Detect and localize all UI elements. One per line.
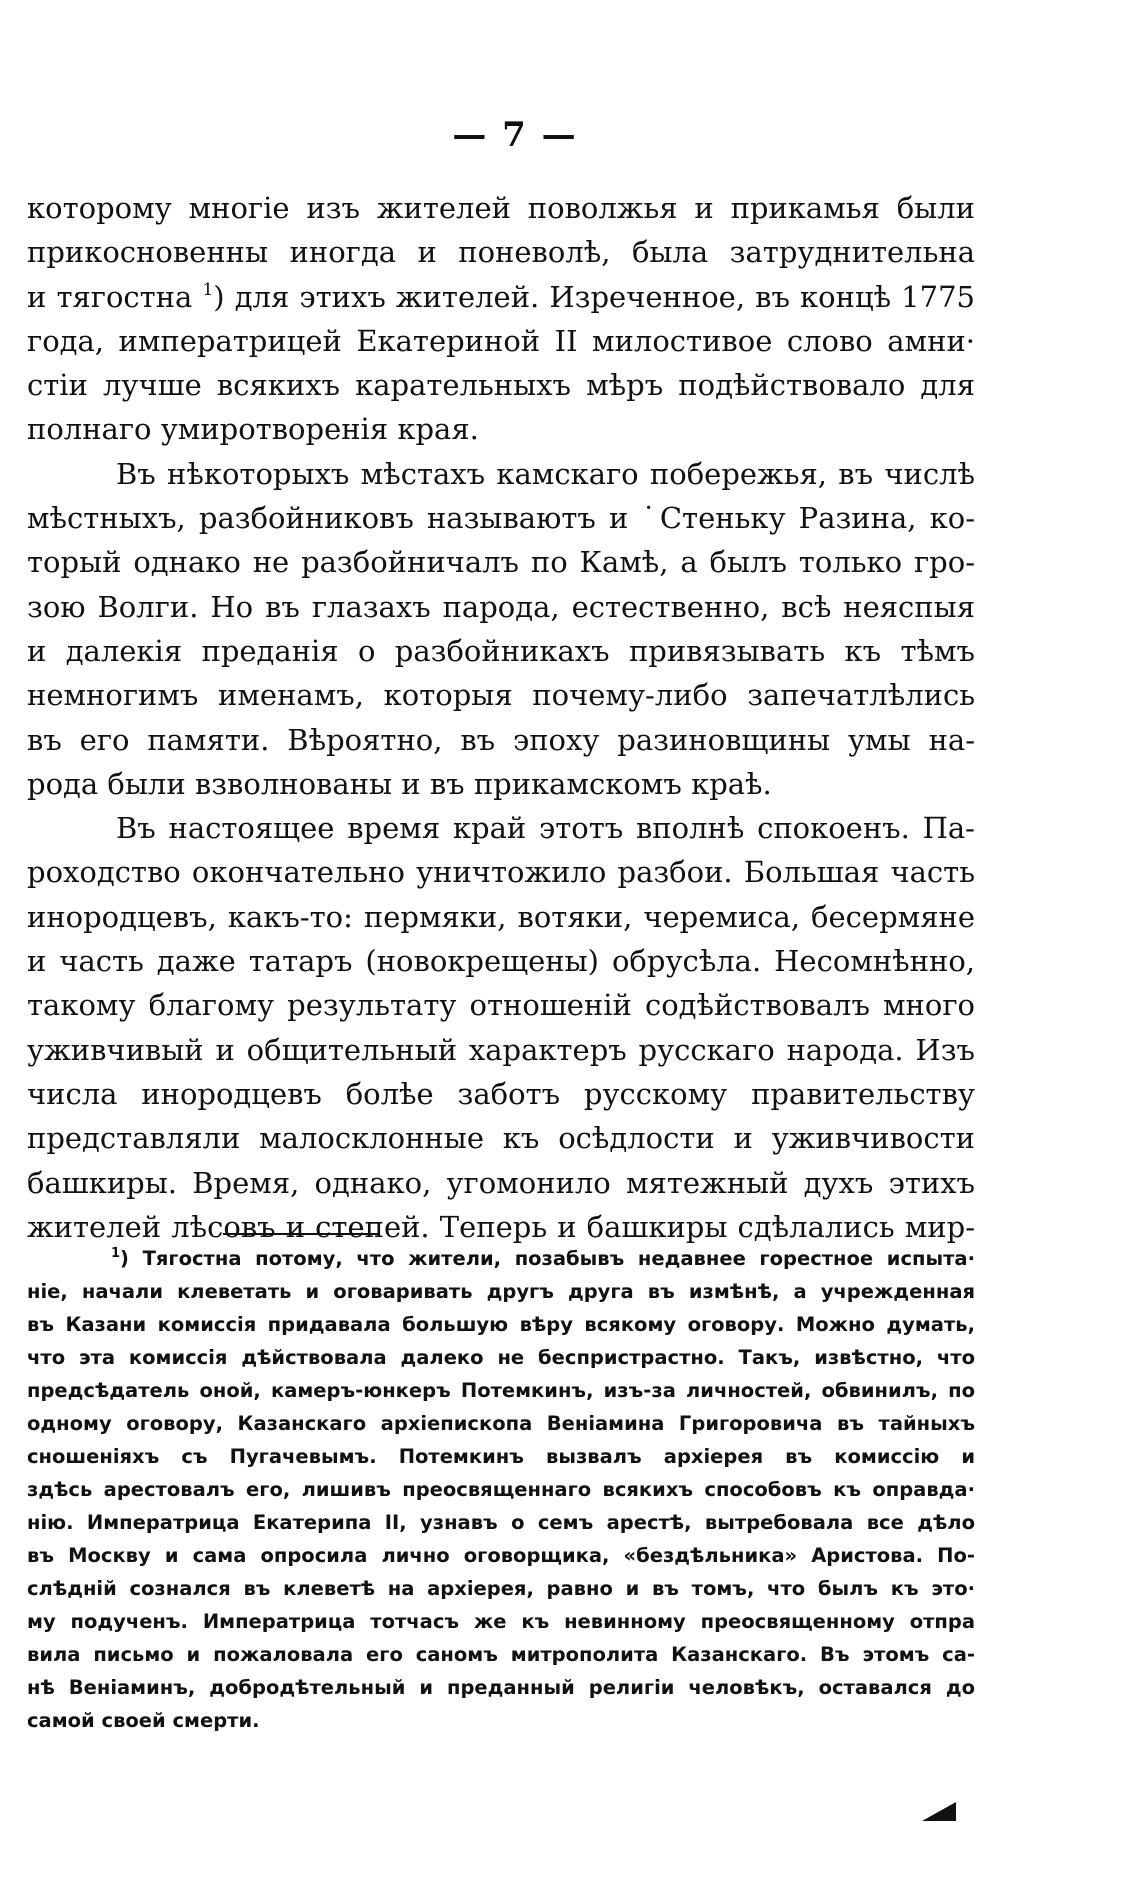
footnote-line: что эта комиссія дѣйствовала далеко не беспристрастно. Такъ, извѣстно, что [27,1346,975,1369]
text-line: торый однако не разбойничалъ по Камѣ, а былъ только гро- [27,545,975,580]
text-line: немногимъ именамъ, которыя почему-либо запечатлѣлись [27,678,975,713]
text-line: Въ настоящее время край этотъ вполнѣ спокоенъ. Па- [116,811,975,846]
footnote-line: му подученъ. Императрица тотчасъ же къ невинному преосвященному отпра [27,1610,975,1633]
text-line: жителей лѣсовъ и степей. Теперь и башкиры сдѣлались мир- [27,1209,975,1244]
footnote-line: одному оговору, Казанскаго архіепископа Веніамина Григоровича въ тайныхъ [27,1412,975,1435]
footnote-line: слѣдній сознался въ клеветѣ на архіерея, равно и въ томъ, что былъ къ это· [27,1577,975,1600]
footnote-line: въ Москву и сама опросила лично оговорщика, «бездѣльника» Аристова. По- [27,1544,975,1567]
text-line: въ его памяти. Вѣроятно, въ эпоху разиновщины умы на- [27,722,975,757]
text-line: полнаго умиротворенія края. [27,412,479,447]
main-text [27,186,975,1249]
footnote-line: нію. Императрица Екатерипа II, узнавъ о семъ арестѣ, вытребовала все дѣло [27,1511,975,1534]
printer-mark-icon [922,1800,958,1822]
text-line: роходство окончательно уничтожило разбои. Большая часть [27,855,975,890]
footnote-line: нѣ Веніаминъ, добродѣтельный и преданный религіи человѣкъ, оставался до [27,1676,975,1699]
text-line [27,275,975,319]
footnote-line: сношеніяхъ съ Пугачевымъ. Потемкинъ вызвалъ архіерея въ комиссію и [27,1445,975,1468]
text-line: инородцевъ, какъ-то: пермяки, вотяки, черемиса, бесермяне [27,899,975,934]
footnote-divider [223,1233,379,1235]
text-line: зою Волги. Но въ глазахъ парода, естественно, всѣ неяспыя [27,589,975,624]
footnote-line: вила письмо и пожаловала его саномъ митрополита Казанскаго. Въ этомъ са- [27,1643,975,1666]
text-fragment: ) Тягостна потому, что жители, позабывъ недавнее горестное испыта· [120,1247,975,1270]
text-line: стіи лучше всякихъ карательныхъ мѣръ подѣйствовало для [27,368,975,403]
footnote-line: самой своей смерти. [27,1709,260,1732]
text-fragment: и тягостна [27,279,193,314]
text-line: года, императрицей Екатериной II милостивое слово амни· [27,323,975,358]
footnote-line: предсѣдатель оной, камеръ-юнкеръ Потемкинъ, изъ-за личностей, обвинилъ, по [27,1379,975,1402]
text-line: представляли малосклонные къ осѣдлости и уживчивости [27,1121,975,1156]
text-line: такому благому результату отношеній содѣйствовалъ много [27,988,975,1023]
text-fragment: ) для этихъ жителей. Изреченное, въ концѣ 1775 [213,279,975,314]
text-line: мѣстныхъ, разбойниковъ называютъ и ˙Стеньку Разина, ко- [27,501,975,536]
text-line: башкиры. Время, однако, угомонило мятежный духъ этихъ [27,1165,975,1200]
footnote-line: въ Казани комиссія придавала большую вѣру всякому оговору. Можно думать, [27,1313,975,1336]
text-line: Въ нѣкоторыхъ мѣстахъ камскаго побережья, въ числѣ [116,456,975,491]
text-line: и далекія преданія о разбойникахъ привязывать къ тѣмъ [27,633,975,668]
footnote-block [27,1242,975,1737]
footnote-marker: 1 [111,1246,121,1261]
footnote-line [27,1242,975,1275]
footnote-line: здѣсь арестовалъ его, лишивъ преосвященнаго всякихъ способовъ къ оправда· [27,1478,975,1501]
footnote-marker: 1 [202,279,214,300]
text-line: рода были взволнованы и въ прикамскомъ краѣ. [27,766,772,801]
text-line: числа инородцевъ болѣе заботъ русскому правительству [27,1076,975,1111]
text-line: которому многіе изъ жителей поволжья и прикамья были [27,191,975,225]
text-line: и часть даже татаръ (новокрещены) обрусѣла. Несомнѣнно, [27,944,975,979]
page-number: — 7 — [452,115,578,155]
text-line: прикосновенны иногда и поневолѣ, была затруднительна [27,235,975,270]
footnote-line: ніе, начали клеветать и оговаривать другъ друга въ измѣнѣ, а учрежденная [27,1280,975,1303]
text-line: уживчивый и общительный характеръ русскаго народа. Изъ [27,1032,975,1067]
